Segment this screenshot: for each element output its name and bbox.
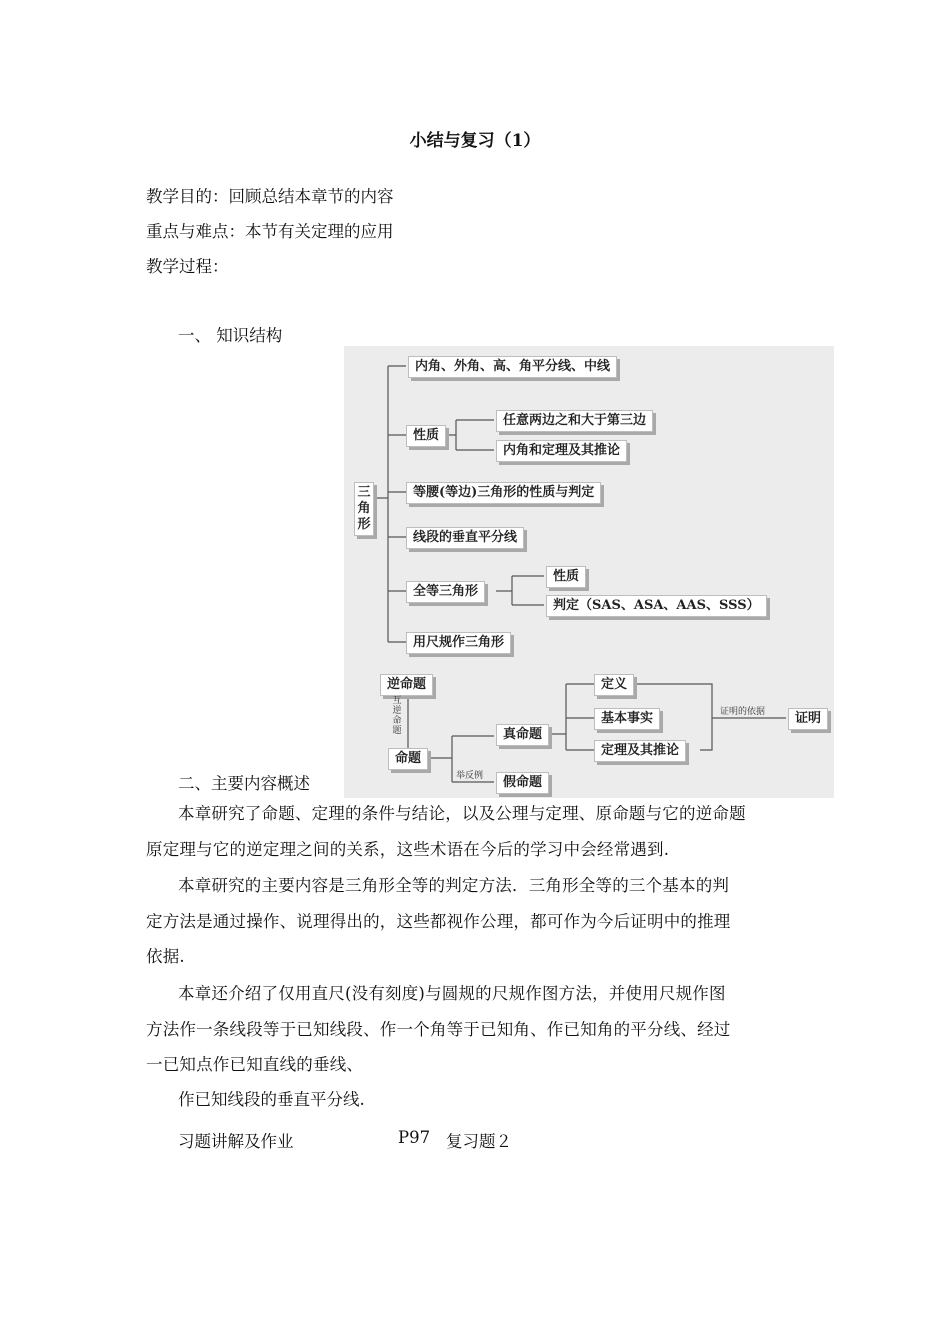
diagram-cong-properties: 性质 [546,566,586,588]
paragraph-3-line-3: 一已知点作已知直线的垂线、 [146,1055,364,1074]
knowledge-structure-diagram [344,346,834,798]
paragraph-2-line-2: 定方法是通过操作、说理得出的，这些都视作公理，都可作为今后证明中的推理 [146,911,731,931]
diagram-true-proposition: 真命题 [496,724,549,746]
paragraph-3 [146,976,731,1083]
key-points: 重点与难点：本节有关定理的应用 [146,222,394,241]
diagram-root-triangle: 三 角 形 [354,482,374,536]
paragraph-1 [146,796,746,867]
diagram-angles-lines: 内角、外角、高、角平分线、中线 [408,356,617,378]
diagram-proof: 证明 [788,708,828,730]
paragraph-2-line-3: 依据. [146,947,185,966]
paragraph-2-line-1: 本章研究的主要内容是三角形全等的判定方法．三角形全等的三个基本的判 [178,876,730,895]
diagram-properties: 性质 [406,425,446,447]
paragraph-last-line: 作已知线段的垂直平分线. [178,1090,365,1109]
diagram-prop-angle-sum: 内角和定理及其推论 [496,440,627,462]
diagram-mutual-converse: 互 逆 命 题 [392,696,402,736]
paragraph-1-line-2: 原定理与它的逆定理之间的关系，这些术语在今后的学习中会经常遇到. [146,839,670,859]
diagram-proposition: 命题 [388,748,428,770]
diagram-counterexample: 举反例 [456,771,484,781]
diagram-definition: 定义 [594,674,634,696]
diagram-perp-bisector: 线段的垂直平分线 [406,527,524,549]
diagram-converse: 逆命题 [380,674,433,696]
homework-page: P97 [398,1128,431,1147]
diagram-isosceles: 等腰(等边)三角形的性质与判定 [406,482,601,504]
page-title: 小结与复习（1） [409,131,541,151]
diagram-basic-fact: 基本事实 [594,708,660,730]
diagram-theorem: 定理及其推论 [594,740,686,762]
paragraph-1-line-1: 本章研究了命题、定理的条件与结论，以及公理与定理、原命题与它的逆命题 [178,804,746,823]
paragraph-2 [146,868,731,975]
diagram-proof-basis: 证明的依据 [720,707,766,717]
diagram-congruent: 全等三角形 [406,581,485,603]
teaching-process: 教学过程： [146,257,229,276]
section-main-content: 二、主要内容概述 [178,774,310,793]
teaching-objective: 教学目的：回顾总结本章节的内容 [146,187,394,206]
homework-task: 复习题２ [446,1132,512,1151]
paragraph-3-line-2: 方法作一条线段等于已知线段、作一个角等于已知角、作已知角的平分线、经过 [146,1019,731,1039]
diagram-cong-judgement: 判定（SAS、ASA、AAS、SSS） [546,595,767,617]
diagram-prop-sides: 任意两边之和大于第三边 [496,410,653,432]
diagram-ruler-construction: 用尺规作三角形 [406,632,511,654]
diagram-false-proposition: 假命题 [496,772,549,794]
paragraph-3-line-1: 本章还介绍了仅用直尺(没有刻度)与圆规的尺规作图方法，并使用尺规作图 [178,984,726,1003]
homework-label: 习题讲解及作业 [178,1132,294,1151]
section-knowledge-structure: 一、 知识结构 [178,326,283,345]
